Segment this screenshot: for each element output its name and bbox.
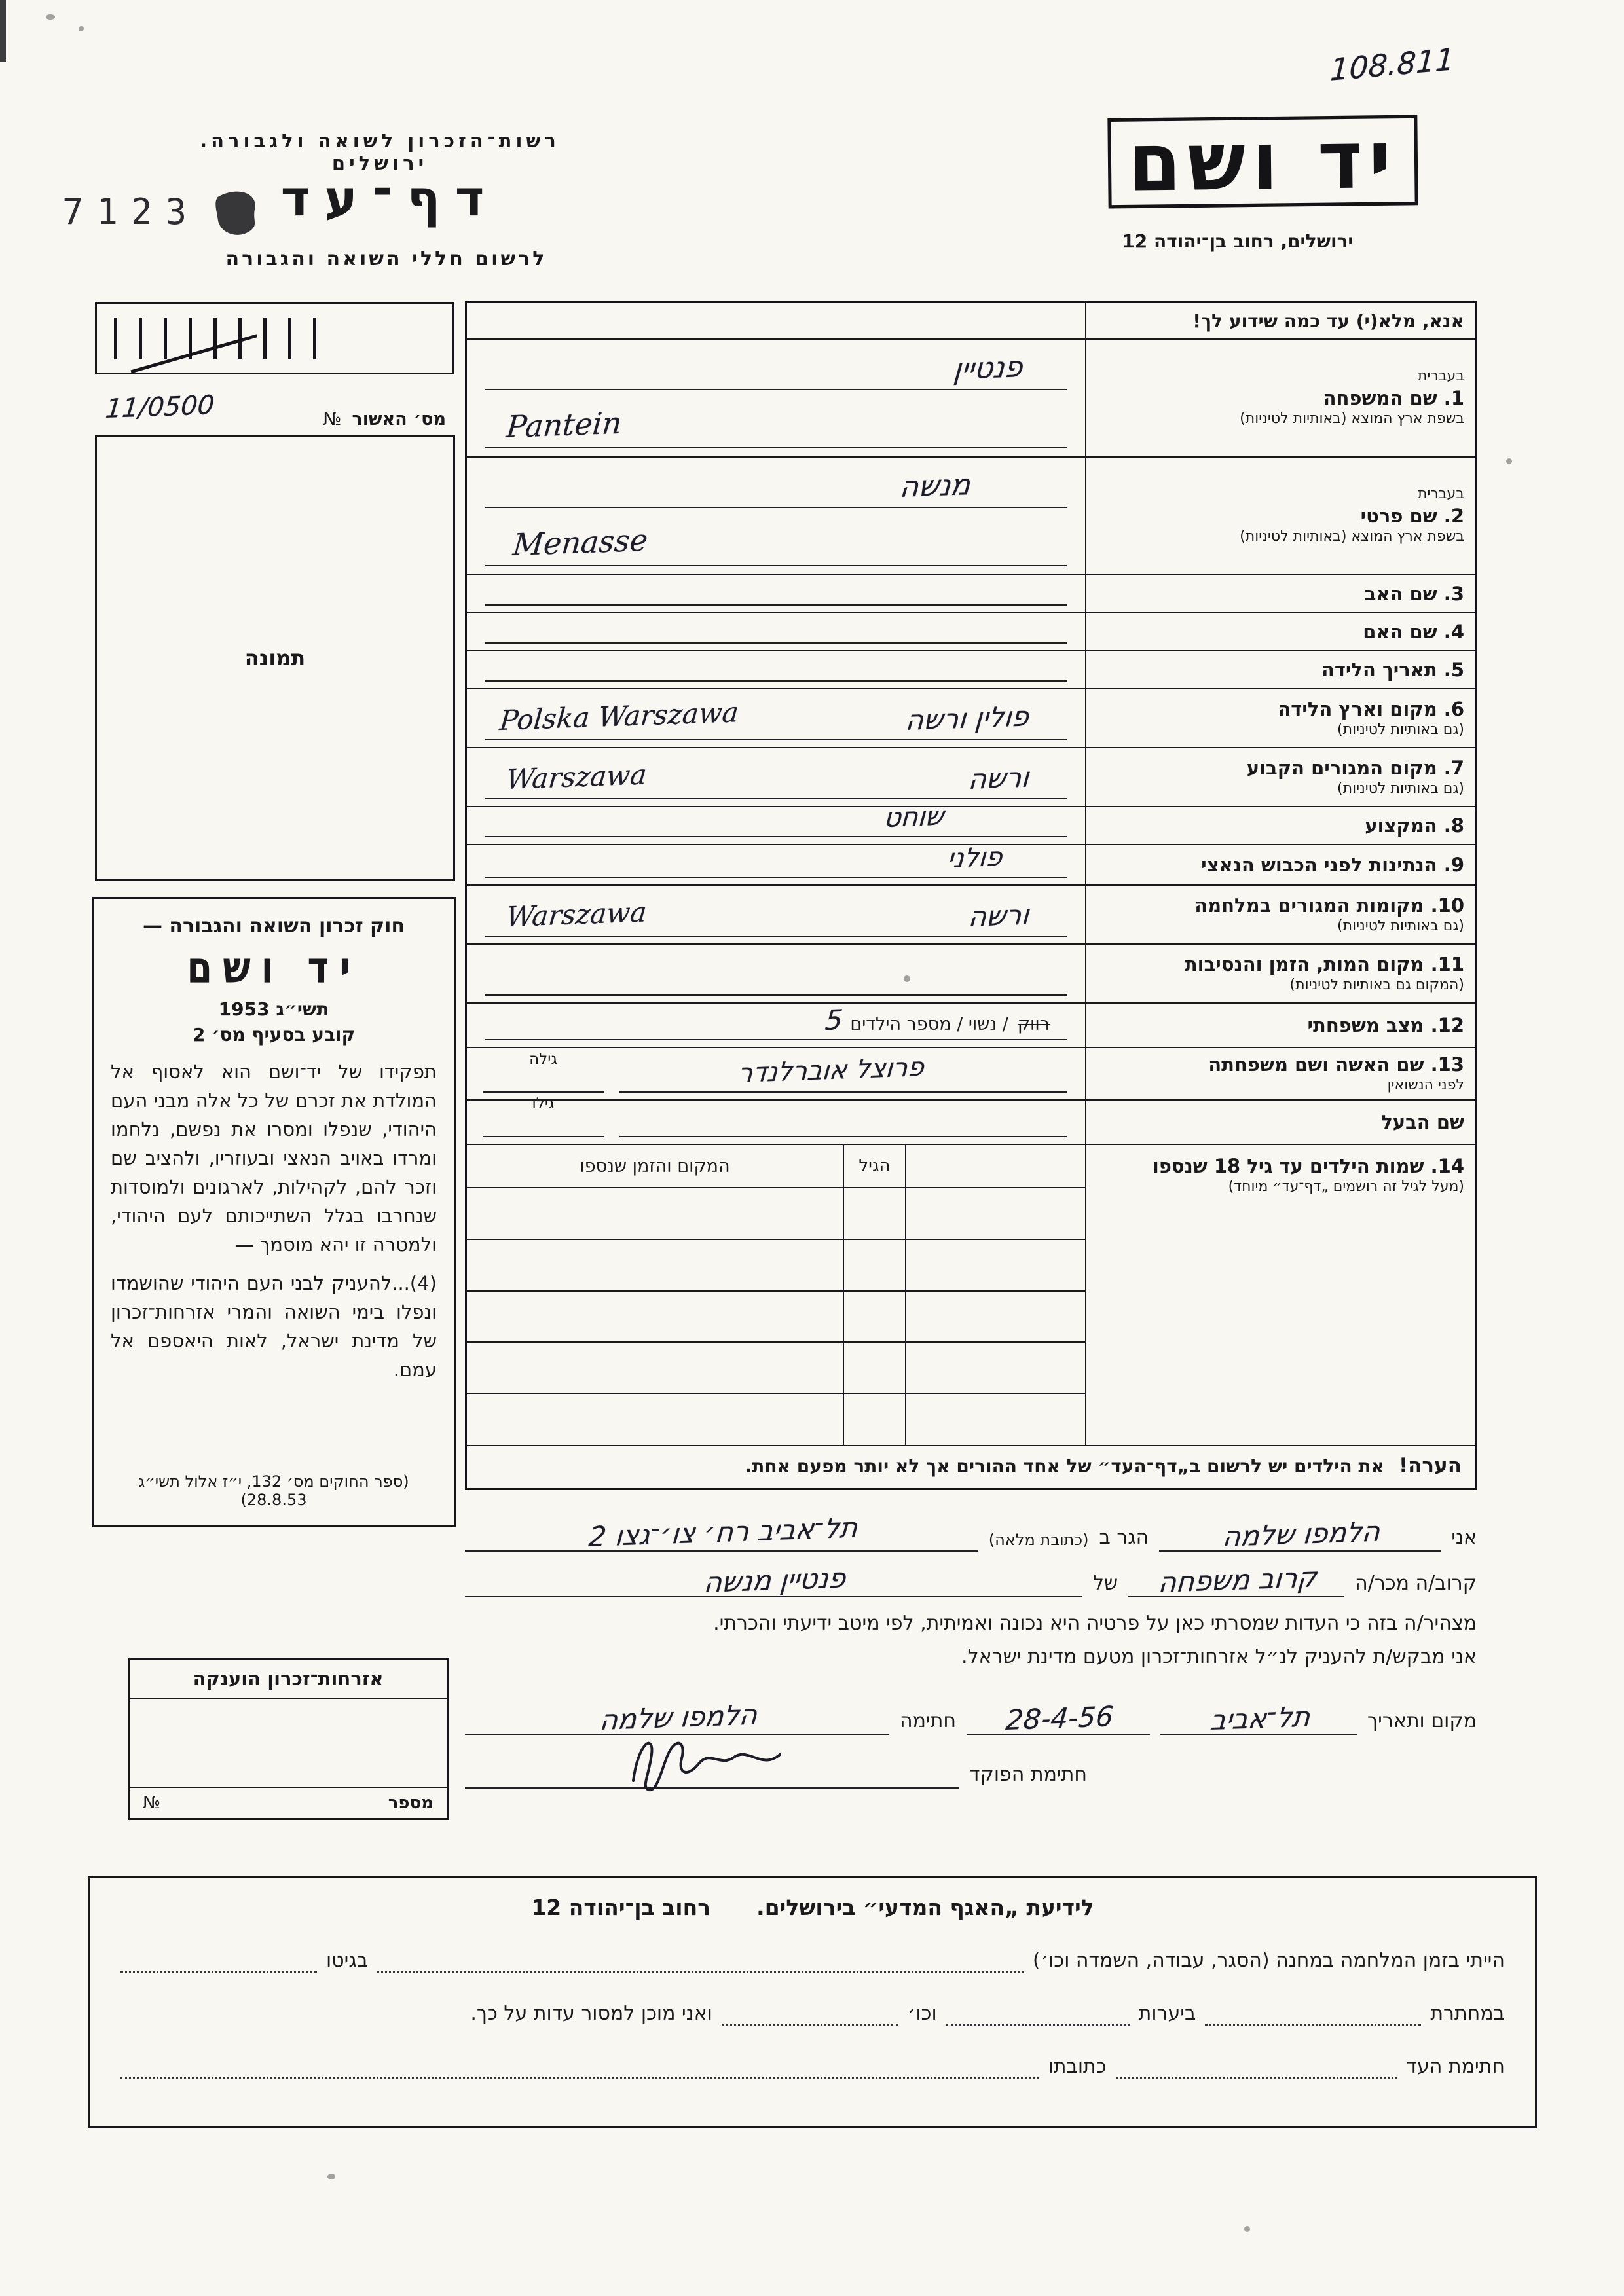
relation-label: קרוב/ה מכר/ה: [1355, 1572, 1477, 1595]
children-place-header: המקום והזמן שנספו: [580, 1156, 730, 1176]
scientific-dept-heading-text: לידיעת „האגף המדעי״ בירושלים.: [756, 1895, 1094, 1920]
form-row-wife-name: [467, 1048, 1475, 1101]
writing-line: [483, 1114, 604, 1137]
writing-line: [485, 896, 1067, 937]
yad-vashem-logo: יד ושם: [1107, 115, 1418, 208]
field-label: [1085, 340, 1475, 456]
note-cell: [467, 1446, 1475, 1488]
form-row-children: [467, 1145, 1475, 1446]
field-label: [1085, 613, 1475, 650]
law-text-box: [92, 897, 456, 1527]
writing-line: [485, 651, 1067, 682]
children-cell: [905, 1292, 1085, 1342]
children-cell: [467, 1394, 843, 1445]
handwritten-declarant-name: הלמפו שלמה: [1221, 1515, 1382, 1553]
writing-line: [485, 696, 1067, 740]
field-input-area: [467, 945, 1085, 1002]
handwritten-birth-place-hebrew: פולין ורשה: [904, 700, 1031, 737]
underground-blank: [1205, 2002, 1421, 2026]
field-input-area: [467, 748, 1085, 806]
field-label-text: שם הבעל: [1381, 1110, 1464, 1133]
willing-to-testify-text: ואני מוכן למסור עדות על כך.: [470, 2002, 712, 2025]
scan-speck: [79, 26, 84, 31]
handwritten-wartime-residence-latin: Warszawa: [505, 896, 648, 933]
children-row: [467, 1187, 1085, 1239]
camp-ghetto-line: [120, 1949, 1505, 1973]
form-row-place-of-death: [467, 945, 1475, 1004]
field-input-area: [467, 651, 1085, 688]
scan-edge-mark: [0, 0, 6, 62]
children-cell: [905, 1394, 1085, 1445]
approval-number-handwritten: 11/0500: [104, 390, 216, 424]
witness-address-blank: [120, 2055, 1039, 2079]
form-row-first-name: [467, 458, 1475, 575]
official-signature-label: חתימת הפוקד: [969, 1763, 1087, 1786]
form-row-instruction: [467, 303, 1475, 340]
ghetto-label: בגיטו: [326, 1949, 369, 1972]
children-cell: [843, 1240, 905, 1290]
field-label-text: 8. המקצוע: [1365, 814, 1464, 837]
official-signature-line: [465, 1757, 1087, 1789]
declarant-name-blank: [1159, 1515, 1441, 1553]
form-row-mother-name: [467, 613, 1475, 651]
field-label: [1085, 1101, 1475, 1144]
handwritten-residence-hebrew: ורשה: [967, 761, 1031, 795]
camp-blank: [377, 1949, 1024, 1973]
organization-title: רשות־הזכרון לשואה ולגבורה. ירושלים: [200, 130, 560, 174]
children-row: [467, 1290, 1085, 1342]
children-cell: [905, 1343, 1085, 1393]
underground-label: במחתרת: [1430, 2002, 1505, 2025]
form-serial-number: 7123: [62, 191, 200, 232]
declaration-statement-2: אני מבקש/ת להעניק לנ״ל אזרחות־זכרון מטעם מדינת ישראל.: [961, 1645, 1477, 1668]
form-row-family-status: [467, 1004, 1475, 1048]
family-status-options: [824, 1004, 1050, 1036]
instruction-text: אנא, מלא(י) עד כמה שידוע לך!: [1192, 310, 1464, 332]
relation-blank: [1128, 1561, 1344, 1599]
law-body-text-2: (4)...להעניק לבני העם היהודי שהושמדו ונפלו בימי השואה והמרי אזרחות־זכרון של מדינת ישראל, לאות היאספם אל עמם.: [111, 1271, 437, 1381]
date-blank: [967, 1700, 1150, 1736]
i-label: אני: [1451, 1526, 1477, 1549]
memorial-citizenship-box: [128, 1658, 449, 1820]
field-input-area: [467, 340, 1085, 456]
children-header-row: [467, 1145, 1085, 1187]
citizenship-footer: [130, 1787, 447, 1818]
handwritten-family-name-hebrew: פנטיין: [951, 350, 1024, 386]
option-married-children: / נשוי / מספר הילדים: [850, 1014, 1008, 1034]
children-names-header-cell: [905, 1145, 1085, 1187]
form-row-nationality: [467, 841, 1475, 886]
forests-label: ביערות: [1138, 2002, 1196, 2025]
handwritten-wife-name: פרוצל אוברלנדר: [736, 1051, 925, 1089]
age-cell: [476, 1051, 610, 1099]
note-text: את הילדים יש לרשום ב„דף־העד״ של אחד ההורים אך לא יותר מפעם אחת.: [745, 1455, 1384, 1477]
field-sublabel: בשפת ארץ המוצא (באותיות לטיניות): [1240, 528, 1464, 545]
form-row-birth-place: [467, 689, 1475, 748]
field-label-text: 4. שם האם: [1363, 620, 1464, 643]
field-sublabel: (גם באותיות לטיניות): [1337, 917, 1464, 934]
law-clause: קובע בסעיף מס׳ 2: [192, 1024, 356, 1046]
field-sublabel: (גם באותיות לטיניות): [1337, 780, 1464, 797]
field-input-area: [467, 458, 1085, 574]
handwritten-wartime-residence-hebrew: ורשה: [967, 898, 1031, 933]
writing-line: [485, 340, 1067, 390]
photo-label: תמונה: [244, 646, 306, 670]
scan-speck: [1506, 458, 1512, 464]
writing-line: [619, 1103, 1067, 1137]
field-label: [1085, 651, 1475, 688]
writing-line: [485, 398, 1067, 448]
handwritten-first-name-latin: Menasse: [511, 522, 650, 562]
law-yad-vashem-text: יד ושם: [187, 943, 361, 993]
field-label: [1085, 807, 1475, 844]
children-cell: [843, 1394, 905, 1445]
writing-line: [485, 801, 1067, 837]
scan-speck: [1244, 2226, 1250, 2232]
children-grid: [467, 1145, 1085, 1445]
field-label-text: 10. מקומות המגורים במלחמה: [1194, 894, 1464, 917]
scan-speck: [46, 14, 55, 20]
official-signature-squiggle: [614, 1723, 810, 1795]
full-address-hint: (כתובת מלאה): [988, 1531, 1089, 1549]
field-sublabel: (גם באותיות לטיניות): [1337, 721, 1464, 738]
children-cell: [843, 1188, 905, 1239]
handwritten-declarant-address: תל־אביב רח׳ צו׳־גצו 2: [587, 1511, 859, 1553]
forests-blank: [946, 2002, 1130, 2026]
children-cell: [467, 1343, 843, 1393]
writing-line: [485, 516, 1067, 566]
citizenship-number-label: מספר: [388, 1793, 434, 1813]
field-label: [1085, 886, 1475, 943]
writing-line: [485, 613, 1067, 644]
field-label-text: 6. מקום וארץ הלידה: [1278, 697, 1464, 720]
signature-label: חתימה: [900, 1709, 957, 1732]
children-row: [467, 1341, 1085, 1393]
form-row-family-name: [467, 340, 1475, 458]
field-sublabel: בעברית: [1417, 486, 1464, 503]
scientific-dept-heading-address: רחוב בן־יהודה 12: [531, 1895, 711, 1920]
field-label-text: 1. שם המשפחה: [1323, 386, 1464, 409]
handwritten-children-count: 5: [823, 1003, 844, 1036]
declaration-section: [465, 1511, 1477, 1803]
citizenship-title: אזרחות־זכרון הוענקה: [130, 1660, 447, 1699]
place-date-label: מקום ותאריך: [1367, 1709, 1477, 1732]
law-year: תשי״ג 1953: [218, 998, 329, 1020]
numero-symbol: №: [323, 409, 342, 429]
declarant-address-blank: [465, 1511, 978, 1553]
field-label-text: 5. תאריך הלידה: [1321, 658, 1464, 681]
handwritten-victim-name: פנטיין מנשה: [703, 1561, 847, 1599]
photo-box: [95, 435, 455, 881]
of-label: של: [1092, 1572, 1118, 1595]
children-cell: [467, 1240, 843, 1290]
field-input-area: [467, 841, 1085, 884]
field-label-text: 14. שמות הילדים עד גיל 18 שנספו: [1152, 1155, 1464, 1177]
children-age-header: הגיל: [843, 1145, 905, 1187]
declaration-statement-1: מצהיר/ה בזה כי העדות שמסרתי כאן על פרטיה היא נכונה ואמיתית, לפי מיטב ידיעתי והכרתי.: [713, 1612, 1477, 1635]
children-table: [467, 1145, 1085, 1445]
approval-number-row: [95, 382, 454, 429]
children-row: [467, 1239, 1085, 1290]
underground-forests-line: [120, 2002, 1505, 2026]
form-row-husband-name: [467, 1095, 1475, 1145]
witness-signature-blank: [1116, 2055, 1397, 2079]
writing-line: [483, 1069, 604, 1093]
handwritten-residence-latin: Warszawa: [505, 758, 648, 795]
numero-symbol: №: [143, 1793, 161, 1813]
victim-name-blank: [465, 1561, 1082, 1599]
writing-line: [485, 458, 1067, 508]
writing-line: [485, 575, 1067, 606]
age-label: גילה: [529, 1051, 557, 1068]
witness-signature-line: [120, 2055, 1505, 2079]
field-label: [1085, 575, 1475, 612]
form-title: דף־עד: [280, 169, 499, 227]
form-row-birth-date: [467, 651, 1475, 689]
etc-label: וכו׳: [907, 2002, 937, 2025]
handwritten-relation: קרוב משפחה: [1157, 1561, 1319, 1599]
handwritten-place: תל־אביב: [1208, 1700, 1312, 1736]
handwritten-family-name-latin: Pantein: [505, 405, 623, 445]
handwritten-signature: הלמפו שלמה: [598, 1698, 759, 1736]
writing-line: [619, 1051, 1067, 1093]
children-cell: [843, 1292, 905, 1342]
etc-blank: [722, 2002, 898, 2026]
resides-label: הגר ב: [1099, 1526, 1149, 1549]
field-input-area: [467, 689, 1085, 747]
field-input-area: [467, 303, 1085, 338]
note-title: הערה!: [1398, 1454, 1462, 1478]
field-label-text: 12. מצב משפחתי: [1307, 1013, 1464, 1036]
writing-line: [485, 841, 1067, 878]
field-input-area: [467, 1095, 1085, 1144]
place-blank: [1160, 1700, 1357, 1736]
writing-line: [485, 1003, 1067, 1040]
field-sublabel: (המקום גם באותיות לטיניות): [1289, 976, 1464, 993]
form-subtitle: לרשום חללי השואה והגבורה: [225, 247, 547, 270]
field-label-text: 9. הנתינות לפני הכבוש הנאצי: [1201, 853, 1464, 876]
law-title: חוק זכרון השואה והגבורה —: [142, 915, 405, 938]
camp-label: הייתי בזמן המלחמה במחנה (הסגר, עבודה, השמדה וכו׳): [1032, 1949, 1505, 1972]
children-cell: [905, 1240, 1085, 1290]
age-cell: [476, 1095, 610, 1144]
form-row-profession: [467, 801, 1475, 845]
children-cell: [843, 1343, 905, 1393]
field-label: [1085, 945, 1475, 1002]
ghetto-blank: [120, 1949, 317, 1973]
field-sublabel: (מעל לגיל זה רושמים „דף־עד״ מיוחד): [1228, 1178, 1464, 1195]
scientific-dept-section: [88, 1876, 1537, 2128]
declarant-identity-line: [465, 1511, 1477, 1553]
relation-line: [465, 1561, 1477, 1599]
writing-line: [485, 962, 1067, 996]
field-label-text: 3. שם האב: [1364, 582, 1464, 605]
field-input-area: [467, 1048, 1085, 1099]
handwritten-first-name-hebrew: מנשה: [898, 468, 972, 504]
form-row-note: [467, 1446, 1475, 1488]
option-single-struck: רווק: [1017, 1014, 1050, 1034]
field-sublabel: בעברית: [1417, 368, 1464, 385]
logo-address: ירושלים, רחוב בן־יהודה 12: [1122, 230, 1354, 252]
handwritten-date: 28-4-56: [1005, 1700, 1115, 1736]
tally-marks-box: [95, 302, 454, 374]
children-cell: [467, 1292, 843, 1342]
field-sublabel: בשפת ארץ המוצא (באותיות לטיניות): [1240, 410, 1464, 428]
field-input-area: [467, 613, 1085, 650]
children-cell: [467, 1188, 843, 1239]
witness-signature-label: חתימת העד: [1406, 2055, 1505, 2078]
children-cell: [905, 1188, 1085, 1239]
field-input-area: [467, 575, 1085, 612]
field-label: [1085, 1004, 1475, 1047]
law-body-text: תפקידו של יד־ושם הוא לאסוף אל המולדת את זכרם של כל אלה מבני העם היהודי, שנפלו ומסרו את נפשם, נלחמו ומרדו באויב הנאצי ובעוזריו, ולהציב שם וזכר להם, לקהילות, לארגונים ולמוסדות שנחרבו בגלל השתייכותם לעם היהודי, ולמטרה זו יהא מוסמך —: [111, 1061, 437, 1256]
form-row-father-name: [467, 575, 1475, 613]
form-row-wartime-residence: [467, 886, 1475, 945]
official-signature-blank: [465, 1757, 959, 1789]
law-source-reference: (ספר החוקים מס׳ 132, י״ז אלול תשי״ג 28.8.53): [138, 1472, 409, 1509]
field-label-text: 2. שם פרטי: [1360, 504, 1464, 527]
handwritten-profession: שוחט: [882, 801, 945, 833]
field-label-text: 7. מקום המגורים הקבוע: [1246, 756, 1464, 779]
age-label: גילו: [532, 1095, 555, 1112]
archive-number-handwritten: 108.811: [1329, 41, 1456, 88]
scan-speck: [327, 2174, 335, 2179]
form-row-residence: [467, 748, 1475, 807]
handwritten-nationality: פולני: [946, 841, 1004, 874]
writing-line: [485, 758, 1067, 799]
approval-label: מס׳ האשור: [352, 409, 446, 429]
field-label: [1085, 1145, 1475, 1445]
main-form: [465, 301, 1477, 1490]
field-input-area: [467, 801, 1085, 844]
field-label: [1085, 748, 1475, 806]
scientific-dept-heading: [120, 1895, 1505, 1920]
field-label: [1085, 689, 1475, 747]
field-label: [1085, 845, 1475, 884]
children-row: [467, 1393, 1085, 1445]
field-label-text: 13. שם האשה ושם משפחתה: [1208, 1053, 1464, 1076]
field-sublabel: לפני הנשואין: [1387, 1076, 1464, 1093]
witness-address-label: כתובתו: [1048, 2055, 1107, 2078]
field-label-text: 11. מקום המות, הזמן והנסיבות: [1184, 953, 1464, 975]
handwritten-birth-place-latin: Polska Warszawa: [498, 696, 741, 737]
field-label: [1085, 1048, 1475, 1099]
field-input-area: [467, 1004, 1085, 1047]
instruction-cell: [1085, 303, 1475, 338]
field-label: [1085, 458, 1475, 574]
field-input-area: [467, 886, 1085, 943]
